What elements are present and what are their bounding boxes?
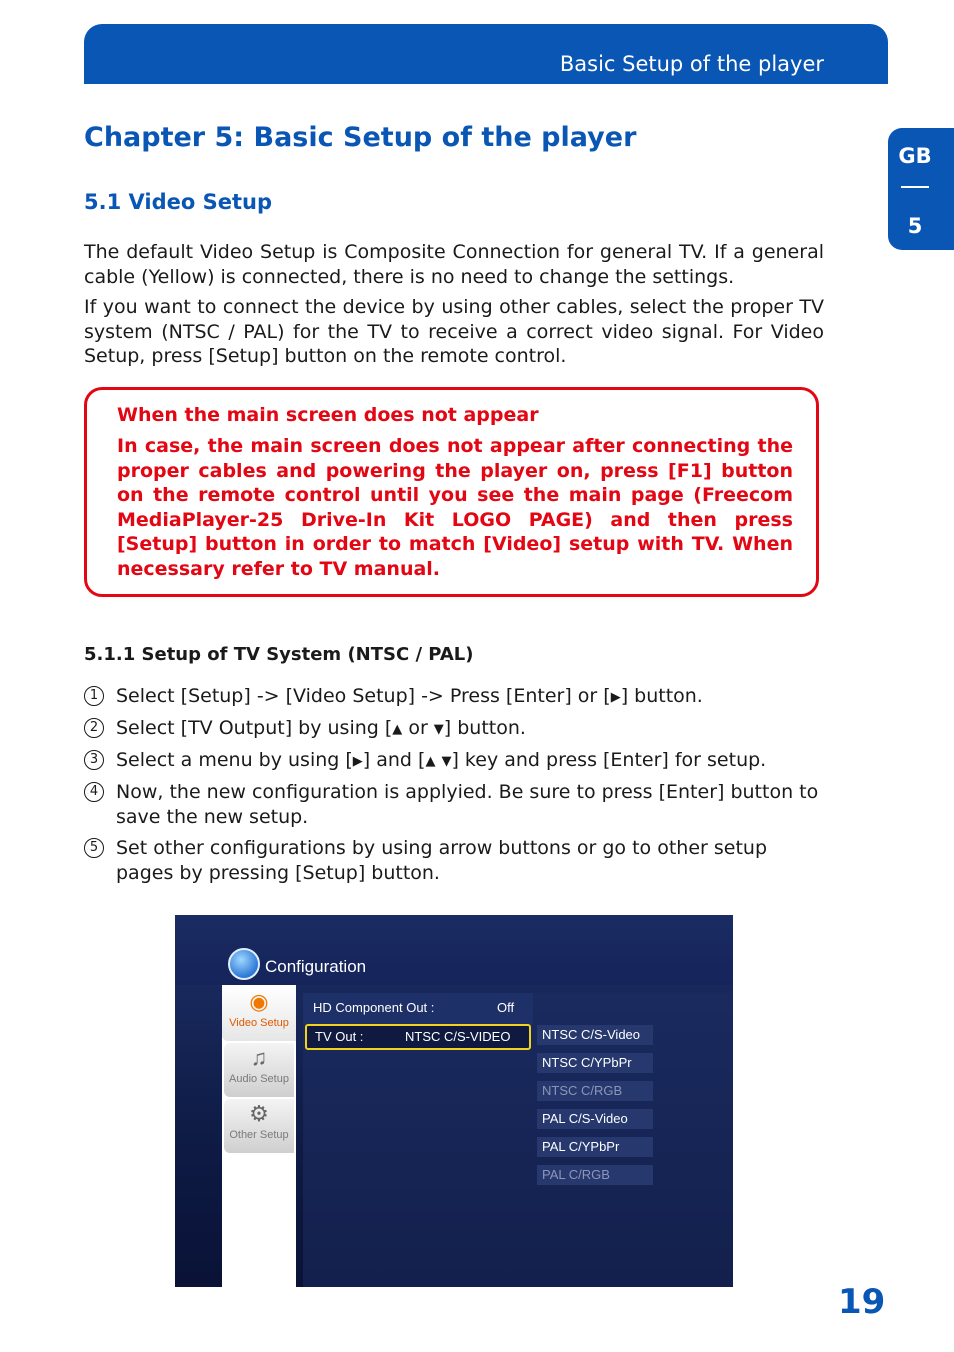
language-code: GB — [898, 144, 932, 168]
chapter-number: 5 — [907, 214, 923, 238]
side-tab-divider — [901, 186, 929, 188]
gears-icon: ⚙ — [249, 1101, 269, 1126]
step-item: 3 Select a menu by using [▶] and [▲ ▼] key and press [Enter] for setup. — [84, 748, 824, 774]
disc-icon: ◉ — [249, 989, 269, 1014]
steps-list — [84, 684, 824, 892]
tab-other-setup[interactable]: ⚙ Other Setup — [224, 1099, 294, 1153]
step-item: 4 Now, the new configuration is applyied. Be sure to press [Enter] button to save the new setup. — [84, 780, 824, 830]
configuration-icon — [228, 948, 260, 980]
step-number: 2 — [84, 718, 104, 738]
section-title: 5.1 Video Setup — [84, 190, 272, 214]
header-bar — [84, 24, 888, 84]
option-ntsc-rgb[interactable]: NTSC C/RGB — [537, 1081, 653, 1101]
hd-component-value[interactable]: Off — [497, 1000, 515, 1015]
tab-audio-setup[interactable]: ♫ Audio Setup — [224, 1043, 294, 1097]
option-pal-rgb[interactable]: PAL C/RGB — [537, 1165, 653, 1185]
down-arrow-icon: ▼ — [441, 754, 452, 769]
option-ntsc-ypbpr[interactable]: NTSC C/YPbPr — [537, 1053, 653, 1073]
warning-note-box — [84, 387, 819, 597]
chapter-title: Chapter 5: Basic Setup of the player — [84, 122, 637, 153]
up-arrow-icon: ▲ — [392, 722, 403, 737]
page-number: 19 — [838, 1282, 886, 1322]
step-item: 2 Select [TV Output] by using [▲ or ▼] button. — [84, 716, 824, 742]
step-number: 4 — [84, 782, 104, 802]
option-ntsc-s-video[interactable]: NTSC C/S-Video — [537, 1025, 653, 1045]
paragraph-other-cables: If you want to connect the device by using other cables, select the proper TV system (NTSC / PAL) for the TV to receive a correct video signal. For Video Setup, press [Setup] button on the remote control. — [84, 296, 824, 367]
tab-video-setup[interactable]: ◉ Video Setup — [222, 987, 296, 1041]
tv-out-value: NTSC C/S-VIDEO — [405, 1029, 511, 1044]
option-pal-ypbpr[interactable]: PAL C/YPbPr — [537, 1137, 653, 1157]
hd-component-label: HD Component Out : — [313, 1000, 435, 1015]
running-title: Basic Setup of the player — [559, 52, 824, 76]
configuration-title: Configuration — [265, 957, 367, 976]
configuration-screenshot — [175, 915, 733, 1287]
music-note-icon: ♫ — [250, 1045, 268, 1070]
step-item: 1 Select [Setup] -> [Video Setup] -> Press [Enter] or [▶] button. — [84, 684, 824, 710]
right-arrow-icon: ▶ — [352, 754, 363, 769]
step-item: 5 Set other configurations by using arrow buttons or go to other setup pages by pressing [Setup] button. — [84, 836, 824, 886]
note-title: When the main screen does not appear — [117, 404, 539, 426]
screen-title-bar — [175, 915, 733, 985]
chapter-side-tab — [888, 128, 954, 250]
down-arrow-icon: ▼ — [433, 722, 444, 737]
step-number: 1 — [84, 686, 104, 706]
paragraph-default-setup: The default Video Setup is Composite Connection for general TV. If a general cable (Yellow) is connected, there is no need to change the settings. — [84, 241, 824, 288]
tv-out-row[interactable] — [305, 1024, 531, 1050]
option-pal-s-video[interactable]: PAL C/S-Video — [537, 1109, 653, 1129]
up-arrow-icon: ▲ — [425, 754, 436, 769]
step-number: 5 — [84, 838, 104, 858]
right-arrow-icon: ▶ — [610, 690, 621, 705]
step-number: 3 — [84, 750, 104, 770]
note-body: In case, the main screen does not appear after connecting the proper cables and powering the player on, press [F1] button on the remote control until you see the main page (Freecom MediaPlayer-25 Drive-In Kit LOGO PAGE) and then press [Setup] button in order to match [Video] setup with TV. When necessary refer to TV manual. — [117, 435, 793, 580]
subsection-title: 5.1.1 Setup of TV System (NTSC / PAL) — [84, 644, 474, 665]
tv-out-label: TV Out : — [315, 1029, 364, 1044]
